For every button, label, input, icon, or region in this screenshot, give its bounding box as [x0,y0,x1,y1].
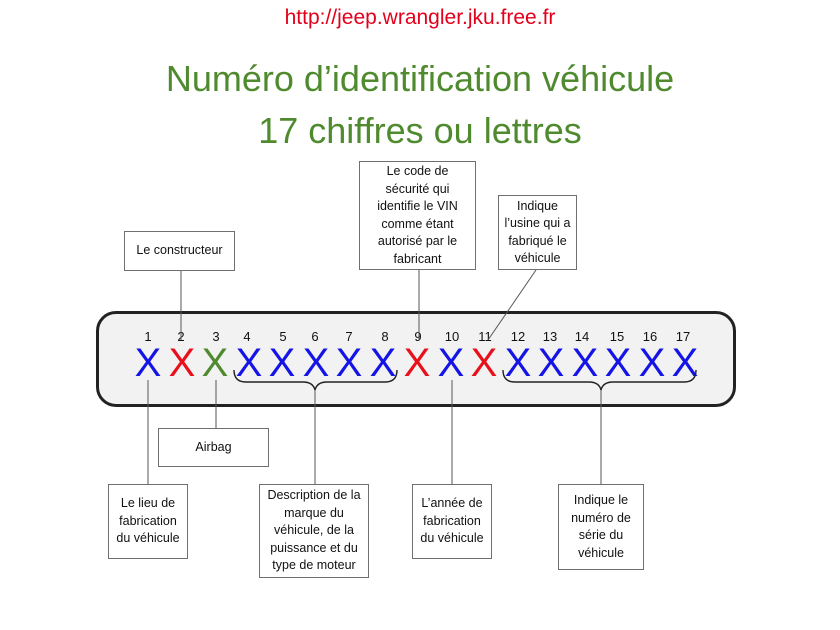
box-numero-serie: Indique le numéro de série du véhicule [558,484,644,570]
box-airbag: Airbag [158,428,269,467]
vin-character-5: X [268,341,296,385]
vin-character-16: X [638,341,666,385]
vin-character-1: X [134,341,162,385]
vin-character-12: X [504,341,532,385]
box-description: Description de la marque du véhicule, de la puissance et du type de moteur [259,484,369,578]
position-number-4: 4 [243,329,251,344]
vin-character-3: X [201,341,229,385]
box-code-securite: Le code de sécurité qui identifie le VIN comme étant autorisé par le fabricant [359,161,476,270]
vin-character-7: X [335,341,363,385]
vin-character-6: X [302,341,330,385]
vin-character-14: X [571,341,599,385]
position-number-6: 6 [311,329,319,344]
position-number-2: 2 [177,329,185,344]
position-number-13: 13 [542,329,558,344]
position-number-3: 3 [212,329,220,344]
position-number-10: 10 [444,329,460,344]
vin-character-2: X [168,341,196,385]
position-number-5: 5 [279,329,287,344]
position-number-16: 16 [642,329,658,344]
vin-character-13: X [537,341,565,385]
position-number-9: 9 [414,329,422,344]
brace-4-8 [234,370,397,390]
position-number-8: 8 [381,329,389,344]
vin-character-9: X [403,341,431,385]
box-usine: Indique l’usine qui a fabriqué le véhicule [498,195,577,270]
position-number-11: 11 [478,329,492,344]
vin-character-15: X [604,341,632,385]
position-number-12: 12 [510,329,526,344]
source-url: http://jeep.wrangler.jku.free.fr [284,6,556,29]
position-number-17: 17 [675,329,691,344]
position-number-14: 14 [574,329,590,344]
position-number-1: 1 [144,329,152,344]
title-line-2: 17 chiffres ou lettres [258,110,582,151]
position-number-15: 15 [609,329,625,344]
line-usine [488,270,536,340]
vin-character-17: X [671,341,699,385]
vin-character-4: X [235,341,263,385]
vin-character-10: X [437,341,465,385]
vin-character-11: X [470,341,498,385]
box-lieu-fabrication: Le lieu de fabrication du véhicule [108,484,188,559]
box-constructeur: Le constructeur [124,231,235,271]
vin-character-8: X [369,341,397,385]
position-number-7: 7 [345,329,353,344]
box-annee: L’année de fabrication du véhicule [412,484,492,559]
brace-12-17 [503,370,696,390]
title-line-1: Numéro d’identification véhicule [165,58,675,99]
